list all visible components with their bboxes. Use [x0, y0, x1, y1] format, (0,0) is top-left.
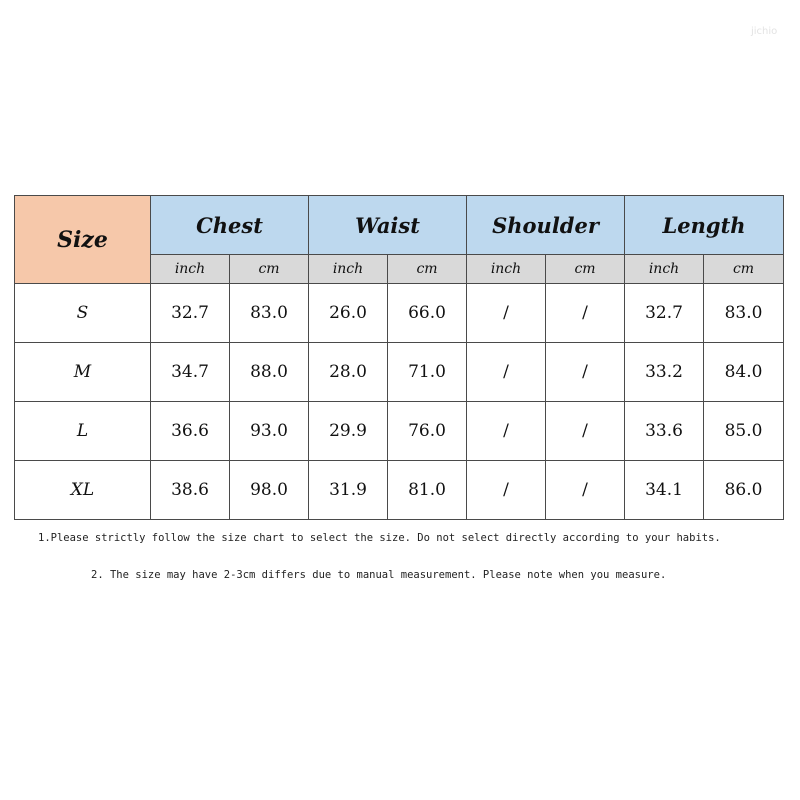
size-label: M: [15, 343, 151, 402]
table-row: [15, 402, 784, 461]
unit-header: inch: [309, 255, 388, 284]
table-cell: 71.0: [388, 343, 467, 402]
unit-header: cm: [230, 255, 309, 284]
table-cell: 36.6: [151, 402, 230, 461]
size-note-2: 2. The size may have 2-3cm differs due to manual measurement. Please note when you measure.: [91, 569, 667, 581]
table-cell: 66.0: [388, 284, 467, 343]
unit-header: cm: [388, 255, 467, 284]
table-cell: 85.0: [704, 402, 784, 461]
shoulder-header: Shoulder: [467, 196, 625, 255]
group-header-row: [15, 196, 784, 255]
unit-header: inch: [467, 255, 546, 284]
length-header: Length: [625, 196, 784, 255]
table-cell: 34.1: [625, 461, 704, 520]
table-cell: 93.0: [230, 402, 309, 461]
chest-header: Chest: [151, 196, 309, 255]
unit-header: cm: [546, 255, 625, 284]
size-label: S: [15, 284, 151, 343]
table-cell: 29.9: [309, 402, 388, 461]
size-chart-table: [14, 195, 784, 520]
table-cell: 88.0: [230, 343, 309, 402]
table-cell: 33.2: [625, 343, 704, 402]
table-cell: 32.7: [151, 284, 230, 343]
table-cell: /: [546, 343, 625, 402]
table-cell: 34.7: [151, 343, 230, 402]
unit-header: inch: [625, 255, 704, 284]
table-cell: 84.0: [704, 343, 784, 402]
table-cell: /: [467, 402, 546, 461]
table-cell: /: [546, 402, 625, 461]
table-cell: /: [467, 284, 546, 343]
table-cell: /: [467, 461, 546, 520]
size-label: L: [15, 402, 151, 461]
size-note-1: 1.Please strictly follow the size chart to select the size. Do not select directly according to your habits.: [38, 532, 721, 544]
table-cell: 98.0: [230, 461, 309, 520]
waist-header: Waist: [309, 196, 467, 255]
table-cell: 81.0: [388, 461, 467, 520]
table-cell: /: [467, 343, 546, 402]
table-cell: 31.9: [309, 461, 388, 520]
size-column-header: Size: [15, 196, 151, 284]
table-cell: 86.0: [704, 461, 784, 520]
table-row: [15, 284, 784, 343]
table-cell: 33.6: [625, 402, 704, 461]
table-cell: 83.0: [704, 284, 784, 343]
table-cell: /: [546, 461, 625, 520]
unit-header: inch: [151, 255, 230, 284]
table-cell: 28.0: [309, 343, 388, 402]
table-cell: 38.6: [151, 461, 230, 520]
table-cell: /: [546, 284, 625, 343]
table-row: [15, 343, 784, 402]
watermark-text: jichio: [751, 26, 778, 37]
unit-header: cm: [704, 255, 784, 284]
size-label: XL: [15, 461, 151, 520]
table-cell: 83.0: [230, 284, 309, 343]
table-row: [15, 461, 784, 520]
table-cell: 32.7: [625, 284, 704, 343]
table-cell: 26.0: [309, 284, 388, 343]
table-cell: 76.0: [388, 402, 467, 461]
